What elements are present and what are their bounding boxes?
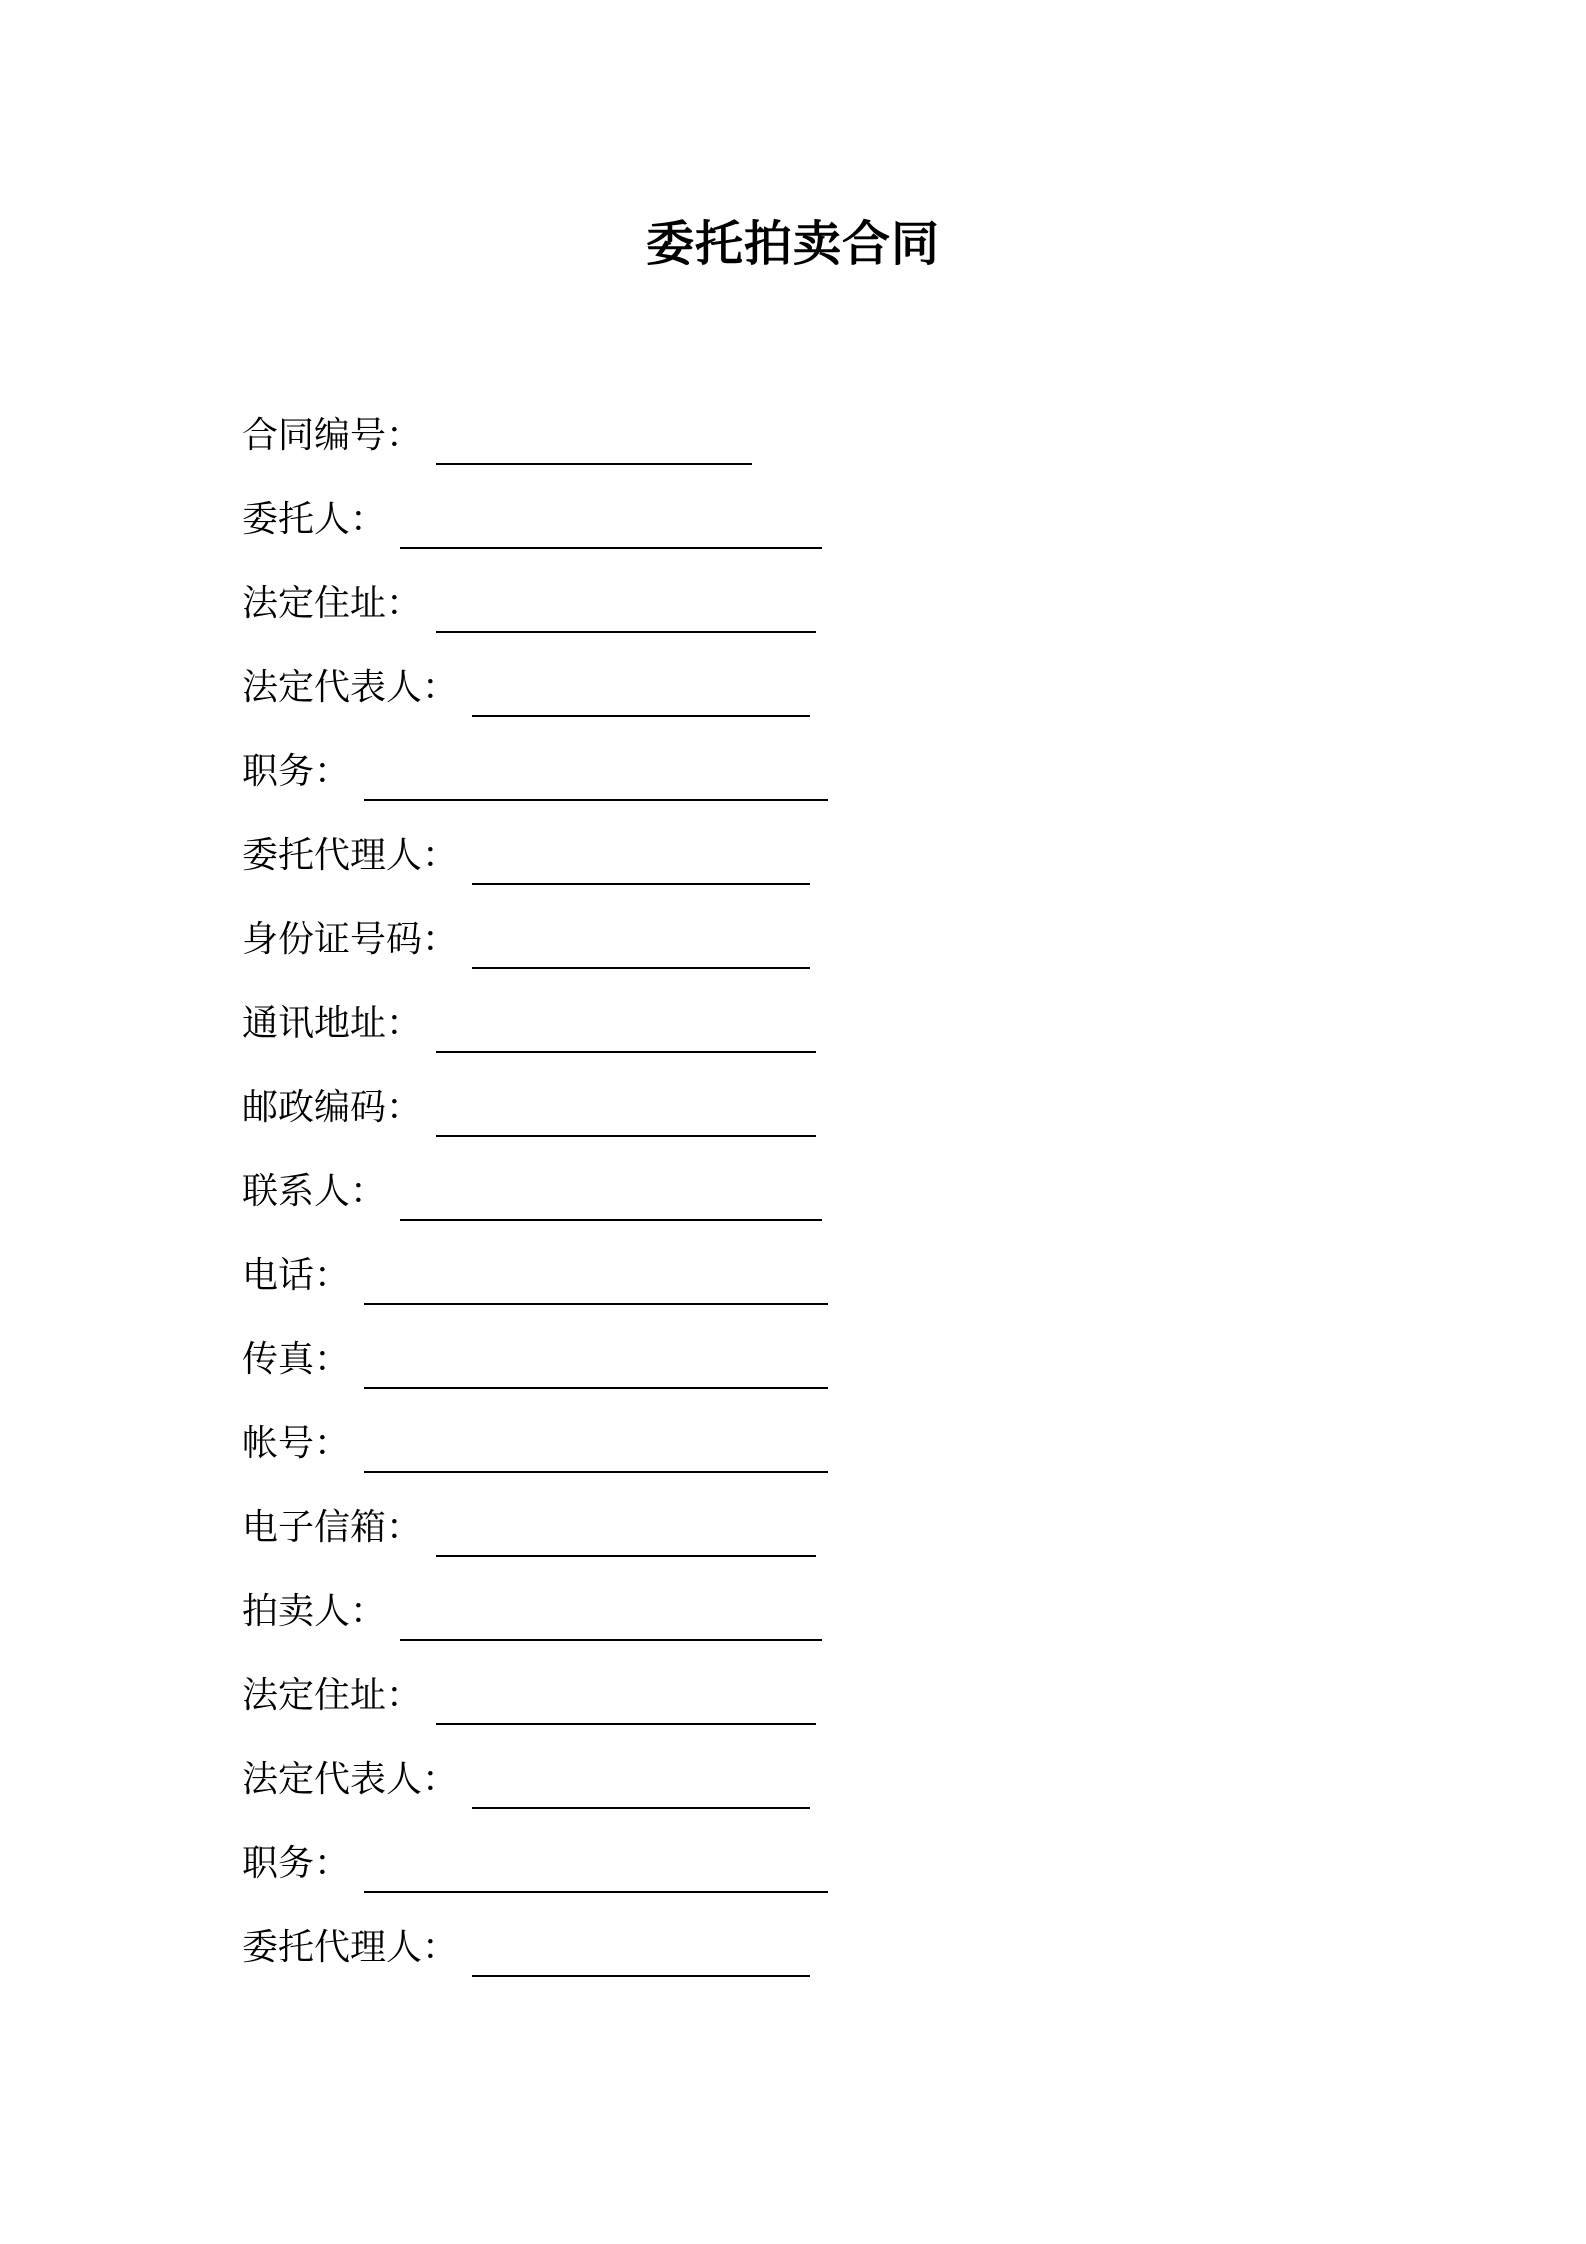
field-label: 拍卖人： (242, 1591, 387, 1632)
field-position (242, 741, 828, 825)
field-label: 职务： (242, 1843, 351, 1884)
fill-in-blank[interactable] (400, 489, 822, 549)
field-legal-address (242, 573, 828, 657)
fill-in-blank[interactable] (472, 1917, 810, 1977)
document-title: 委托拍卖合同 (645, 216, 940, 272)
fill-in-blank[interactable] (472, 1749, 810, 1809)
field-contract-number (242, 405, 828, 489)
fill-in-blank[interactable] (400, 1581, 822, 1641)
field-label: 职务： (242, 751, 351, 792)
field-account-number (242, 1413, 828, 1497)
field-label: 合同编号： (242, 415, 423, 456)
fill-in-blank[interactable] (436, 573, 816, 633)
fill-in-blank[interactable] (436, 993, 816, 1053)
field-label: 通讯地址： (242, 1003, 423, 1044)
field-label: 联系人： (242, 1171, 387, 1212)
field-label: 委托代理人： (242, 1927, 459, 1968)
field-label: 传真： (242, 1339, 351, 1380)
field-mailing-address (242, 993, 828, 1077)
fill-in-blank[interactable] (364, 1245, 828, 1305)
field-label: 电子信箱： (242, 1507, 423, 1548)
fill-in-blank[interactable] (436, 1077, 816, 1137)
fill-in-blank[interactable] (364, 741, 828, 801)
fill-in-blank[interactable] (472, 657, 810, 717)
field-auctioneer (242, 1581, 828, 1665)
field-id-number (242, 909, 828, 993)
field-label: 法定代表人： (242, 667, 459, 708)
field-label: 邮政编码： (242, 1087, 423, 1128)
field-label: 法定住址： (242, 583, 423, 624)
fill-in-blank[interactable] (436, 405, 752, 465)
fill-in-blank[interactable] (472, 909, 810, 969)
field-label: 身份证号码： (242, 919, 459, 960)
fill-in-blank[interactable] (436, 1665, 816, 1725)
field-principal (242, 489, 828, 573)
field-legal-address-2 (242, 1665, 828, 1749)
field-postal-code (242, 1077, 828, 1161)
field-position-2 (242, 1833, 828, 1917)
field-label: 委托人： (242, 499, 387, 540)
fill-in-blank[interactable] (400, 1161, 822, 1221)
fill-in-blank[interactable] (364, 1413, 828, 1473)
fill-in-blank[interactable] (364, 1833, 828, 1893)
fill-in-blank[interactable] (436, 1497, 816, 1557)
field-authorized-agent-2 (242, 1917, 828, 2001)
field-label: 法定住址： (242, 1675, 423, 1716)
field-legal-representative (242, 657, 828, 741)
field-contact-person (242, 1161, 828, 1245)
field-legal-representative-2 (242, 1749, 828, 1833)
fill-in-blank[interactable] (364, 1329, 828, 1389)
field-authorized-agent (242, 825, 828, 909)
contract-fields (242, 405, 828, 2001)
fill-in-blank[interactable] (472, 825, 810, 885)
field-email (242, 1497, 828, 1581)
field-label: 法定代表人： (242, 1759, 459, 1800)
field-telephone (242, 1245, 828, 1329)
field-label: 帐号： (242, 1423, 351, 1464)
field-label: 电话： (242, 1255, 351, 1296)
field-label: 委托代理人： (242, 835, 459, 876)
field-fax (242, 1329, 828, 1413)
